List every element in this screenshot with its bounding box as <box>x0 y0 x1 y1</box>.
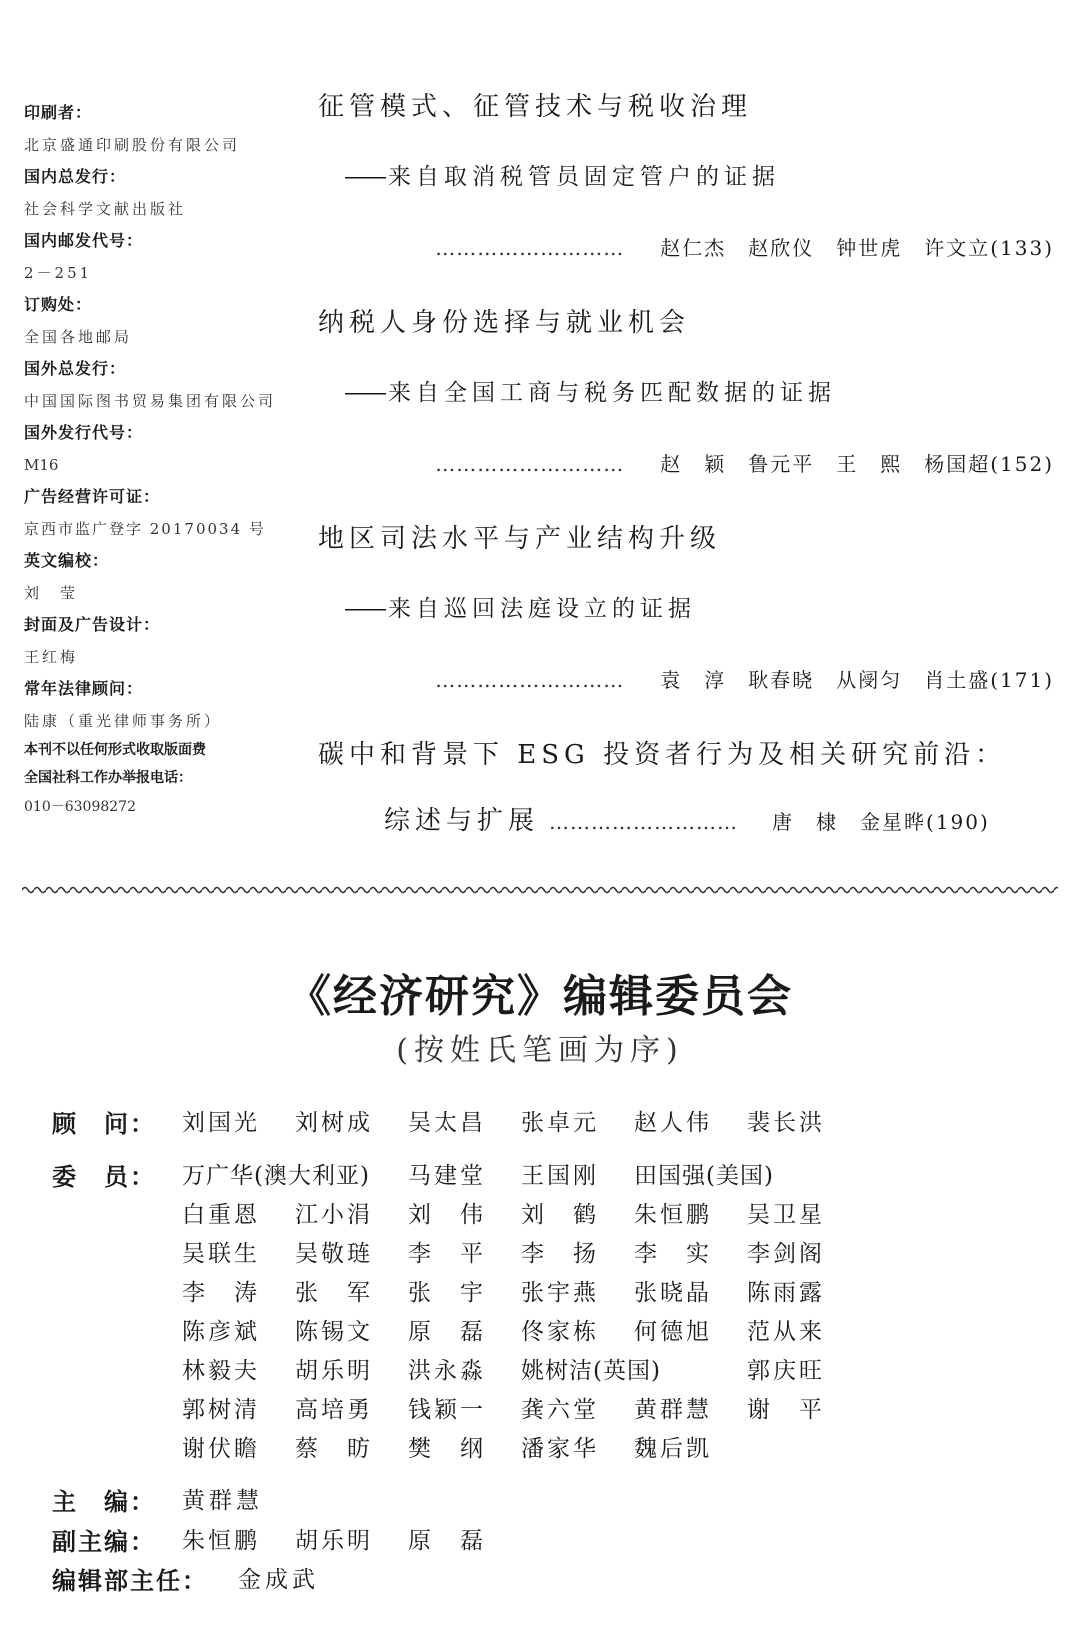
info-label-ad-license: 广告经营许可证： <box>24 487 161 506</box>
article-title-continued <box>384 800 1054 837</box>
member-name: 蔡 昉 <box>295 1436 373 1462</box>
leader-dots: ……………………… <box>549 810 739 834</box>
info-label-postal-code: 国内邮发代号： <box>24 231 144 250</box>
member-name: 马建堂 <box>408 1163 486 1189</box>
member-name: 魏后凯 <box>634 1436 712 1462</box>
member-name: 佟家栋 <box>521 1319 599 1345</box>
member-name: 谢 平 <box>747 1397 825 1423</box>
member-name: 钱颖一 <box>408 1397 486 1423</box>
advisor-name: 张卓元 <box>521 1110 599 1136</box>
leader-dots: ……………………… <box>435 236 625 260</box>
member-name: 江小涓 <box>295 1202 373 1228</box>
info-value-domestic-distributor: 社会科学文献出版社 <box>24 200 187 218</box>
author-name: 耿春晓 <box>748 668 815 692</box>
board-subtitle: (按姓氏笔画为序) <box>396 1033 684 1068</box>
author-name: 唐 棣 <box>772 810 839 834</box>
director-name: 金成武 <box>238 1567 319 1593</box>
article-authors <box>435 448 1054 477</box>
member-name: 田国强(美国) <box>634 1163 774 1189</box>
info-label-designer: 封面及广告设计： <box>24 615 161 634</box>
member-name: 郭庆旺 <box>747 1358 825 1384</box>
info-value-designer: 王红梅 <box>24 648 79 666</box>
member-name: 吴敬琏 <box>295 1241 373 1267</box>
member-name: 胡乐明 <box>295 1358 373 1384</box>
advisors-label: 顾 问： <box>52 1110 156 1138</box>
info-value-printer: 北京盛通印刷股份有限公司 <box>24 136 241 154</box>
article-title[interactable]: 纳税人身份选择与就业机会 <box>318 308 691 338</box>
member-name: 李剑阁 <box>747 1241 825 1267</box>
member-name: 李 实 <box>634 1241 712 1267</box>
member-name: 范从来 <box>747 1319 825 1345</box>
members-label: 委 员： <box>52 1163 156 1191</box>
article-title[interactable]: 征管模式、征管技术与税收治理 <box>318 92 753 122</box>
leader-dots: ……………………… <box>435 452 625 476</box>
info-value-foreign-code: M16 <box>24 456 59 474</box>
article-authors <box>435 664 1054 693</box>
author-name: 王 熙 <box>836 452 903 476</box>
advisor-name: 刘国光 <box>182 1110 260 1136</box>
author-name-page: 杨国超(152) <box>924 452 1054 476</box>
member-name: 何德旭 <box>634 1319 712 1345</box>
author-name: 袁 淳 <box>660 668 727 692</box>
subtitle-text: 来自巡回法庭设立的证据 <box>388 596 696 622</box>
member-name: 白重恩 <box>182 1202 260 1228</box>
hotline-number: 010－63098272 <box>24 799 136 815</box>
member-name: 潘家华 <box>521 1436 599 1462</box>
member-name: 李 平 <box>408 1241 486 1267</box>
leader-dots: ……………………… <box>435 668 625 692</box>
member-name: 吴卫星 <box>747 1202 825 1228</box>
author-name: 鲁元平 <box>748 452 815 476</box>
info-label-printer: 印刷者： <box>24 103 93 122</box>
advisor-name: 吴太昌 <box>408 1110 486 1136</box>
advisor-name: 刘树成 <box>295 1110 373 1136</box>
subtitle-text: 来自取消税管员固定管户的证据 <box>388 164 780 190</box>
info-value-english-editor: 刘 莹 <box>24 584 79 602</box>
article-authors <box>435 232 1054 261</box>
member-name: 龚六堂 <box>521 1397 599 1423</box>
member-name: 洪永淼 <box>408 1358 486 1384</box>
info-label-foreign-distributor: 国外总发行： <box>24 359 127 378</box>
article-subtitle <box>344 158 780 191</box>
advisor-name: 裴长洪 <box>747 1110 825 1136</box>
member-name: 姚树洁(英国) <box>521 1358 661 1384</box>
member-name: 李 涛 <box>182 1280 260 1306</box>
member-name: 张宇燕 <box>521 1280 599 1306</box>
info-label-foreign-code: 国外发行代号： <box>24 423 144 442</box>
author-name: 钟世虎 <box>836 236 903 260</box>
member-name: 黄群慧 <box>634 1397 712 1423</box>
member-name: 张 军 <box>295 1280 373 1306</box>
member-name: 李 扬 <box>521 1241 599 1267</box>
author-name-page: 金星晔(190) <box>860 810 990 834</box>
member-name: 林毅夫 <box>182 1358 260 1384</box>
director-label: 编辑部主任： <box>52 1567 208 1595</box>
member-name: 朱恒鹏 <box>634 1202 712 1228</box>
author-name: 从阌匀 <box>836 668 903 692</box>
deputy-editors-label: 副主编： <box>52 1528 156 1556</box>
info-value-legal-advisor: 陆康（重光律师事务所） <box>24 712 223 730</box>
info-label-domestic-distributor: 国内总发行： <box>24 167 127 186</box>
info-label-english-editor: 英文编校： <box>24 551 110 570</box>
member-name: 樊 纲 <box>408 1436 486 1462</box>
member-name: 谢伏瞻 <box>182 1436 260 1462</box>
member-name: 高培勇 <box>295 1397 373 1423</box>
member-name: 陈锡文 <box>295 1319 373 1345</box>
member-name: 王国刚 <box>521 1163 599 1189</box>
author-name: 赵 颖 <box>660 452 727 476</box>
deputy-editor-name: 原 磊 <box>408 1528 486 1554</box>
article-title[interactable]: 碳中和背景下 ESG 投资者行为及相关研究前沿： <box>318 740 1007 770</box>
board-title: 《经济研究》编辑委员会 <box>287 971 793 1022</box>
chief-editor-label: 主 编： <box>52 1488 156 1516</box>
member-name: 陈彦斌 <box>182 1319 260 1345</box>
member-name: 万广华(澳大利亚) <box>182 1163 370 1189</box>
article-title[interactable]: 地区司法水平与产业结构升级 <box>318 524 722 554</box>
member-name: 郭树清 <box>182 1397 260 1423</box>
article-subtitle <box>344 590 696 623</box>
info-value-foreign-distributor: 中国国际图书贸易集团有限公司 <box>24 392 277 410</box>
article-title-line2[interactable]: 综述与扩展 <box>384 806 540 836</box>
wave-divider <box>22 884 1058 896</box>
info-label-subscription: 订购处： <box>24 295 93 314</box>
author-name: 赵欣仪 <box>748 236 815 260</box>
member-name: 刘 鹤 <box>521 1202 599 1228</box>
subtitle-dash: —— <box>344 596 384 622</box>
author-name-page: 许文立(133) <box>924 236 1054 260</box>
deputy-editor-name: 胡乐明 <box>295 1528 373 1554</box>
publication-info <box>24 96 304 822</box>
member-name: 陈雨露 <box>747 1280 825 1306</box>
advisor-name: 赵人伟 <box>634 1110 712 1136</box>
info-value-ad-license: 京西市监广登字 20170034 号 <box>24 520 266 538</box>
member-name: 张晓晶 <box>634 1280 712 1306</box>
info-label-legal-advisor: 常年法律顾问： <box>24 679 144 698</box>
info-value-subscription: 全国各地邮局 <box>24 328 133 346</box>
deputy-editor-name: 朱恒鹏 <box>182 1528 260 1554</box>
article-subtitle <box>344 374 836 407</box>
member-name: 吴联生 <box>182 1241 260 1267</box>
hotline-label: 全国社科工作办举报电话： <box>24 770 192 786</box>
author-name: 赵仁杰 <box>660 236 727 260</box>
member-name: 刘 伟 <box>408 1202 486 1228</box>
member-name: 张 宇 <box>408 1280 486 1306</box>
subtitle-text: 来自全国工商与税务匹配数据的证据 <box>388 380 836 406</box>
subtitle-dash: —— <box>344 164 384 190</box>
fee-notice: 本刊不以任何形式收取版面费 <box>24 742 206 758</box>
author-name-page: 肖土盛(171) <box>924 668 1054 692</box>
member-name: 原 磊 <box>408 1319 486 1345</box>
info-value-postal-code: 2－251 <box>24 264 93 282</box>
subtitle-dash: —— <box>344 380 384 406</box>
chief-editor-name: 黄群慧 <box>182 1488 263 1514</box>
